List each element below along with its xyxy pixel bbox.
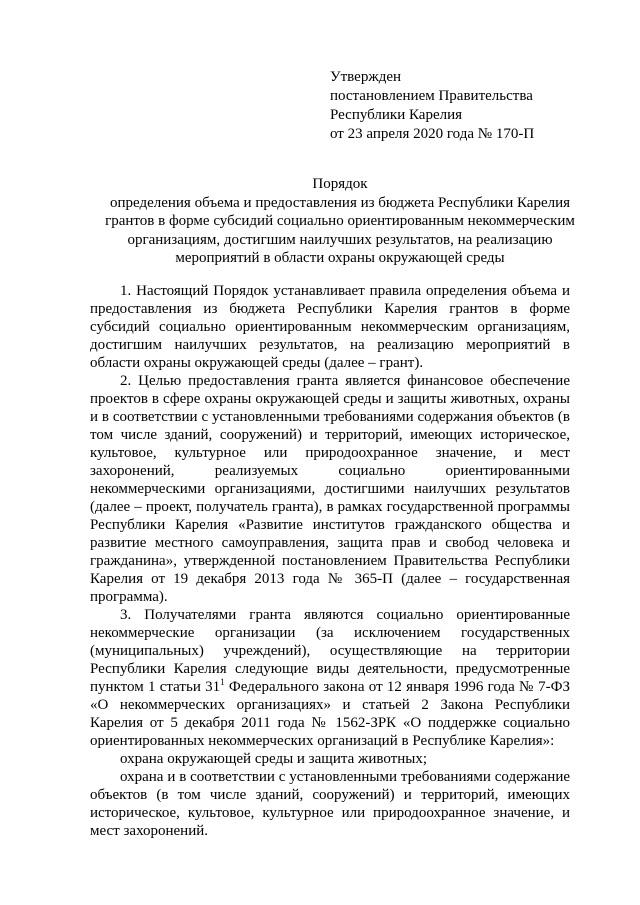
title-line: мероприятий в области охраны окружающей среды (175, 250, 505, 266)
approval-stamp (330, 68, 534, 144)
paragraph-3 (90, 606, 570, 750)
paragraph-2: 2. Целью предоставления гранта является финансовое обеспечение проектов в сфере охраны окружающей среды и защиты животных, охраны и в соответствии с установленными требованиями содержания объектов (в том числе зданий, сооружений) и территорий, имеющих историческое, культовое, культурное или природоохранное значение, и мест захоронений, реализуемых социально ориентированными некоммерческими организациями, достигшими наилучших результатов (далее – проект, получатель гранта), в рамках государственной программы Республики Карелия «Развитие институтов гражданского общества и развитие местного самоуправления, защита прав и свобод человека и гражданина», утвержденной постановлением Правительства Республики Карелия от 19 декабря 2013 года № 365-П (далее – государственная программа). (90, 373, 570, 605)
approval-line: от 23 апреля 2020 года № 170-П (330, 126, 535, 142)
paragraph-5: охрана и в соответствии с установленными требованиями содержание объектов (в том числе зданий, сооружений) и территорий, имеющих историческое, культовое, культурное или природоохранное значение, и мест захоронений. (90, 769, 570, 839)
approval-line: Республики Карелия (330, 107, 463, 123)
title-line: Порядок (312, 176, 368, 192)
superscript-marker: 1 (220, 677, 225, 687)
document-title (75, 175, 605, 268)
title-line: определения объема и предоставления из бюджета Республики Карелия (109, 194, 571, 211)
approval-line: постановлением Правительства (330, 88, 533, 104)
paragraph-4: охрана окружающей среды и защита животных; (120, 751, 427, 767)
document-body (90, 282, 570, 840)
approval-line: Утвержден (330, 69, 402, 85)
title-line: грантов в форме субсидий социально ориентированным некоммерческим (105, 213, 575, 229)
title-line: организациям, достигшим наилучших результатов, на реализацию (127, 231, 553, 248)
paragraph-3-text-continued: Федерального закона от 12 января 1996 года № 7-ФЗ «О некоммерческих организациях» и статьей 2 Закона Республики Карелия от 5 декабря 2011 года № 1562-ЗРК «О поддержке социально ориентированных некоммерческих организаций в Республике Карелия»: (90, 679, 570, 749)
paragraph-3-text: 3. Получателями гранта являются социально ориентированные некоммерческие организации (за исключением государственных (муниципальных) учреждений), осуществляющие на территории Республики Карелия следующие виды деятельности, предусмотренные пунктом 1 статьи 31 (90, 607, 570, 695)
paragraph-1: 1. Настоящий Порядок устанавливает правила определения объема и предоставления из бюджета Республики Карелия грантов в форме субсидий социально ориентированным некоммерческим организациям, достигшим наилучших результатов, на реализацию мероприятий в области охраны окружающей среды (далее – грант). (90, 283, 570, 371)
